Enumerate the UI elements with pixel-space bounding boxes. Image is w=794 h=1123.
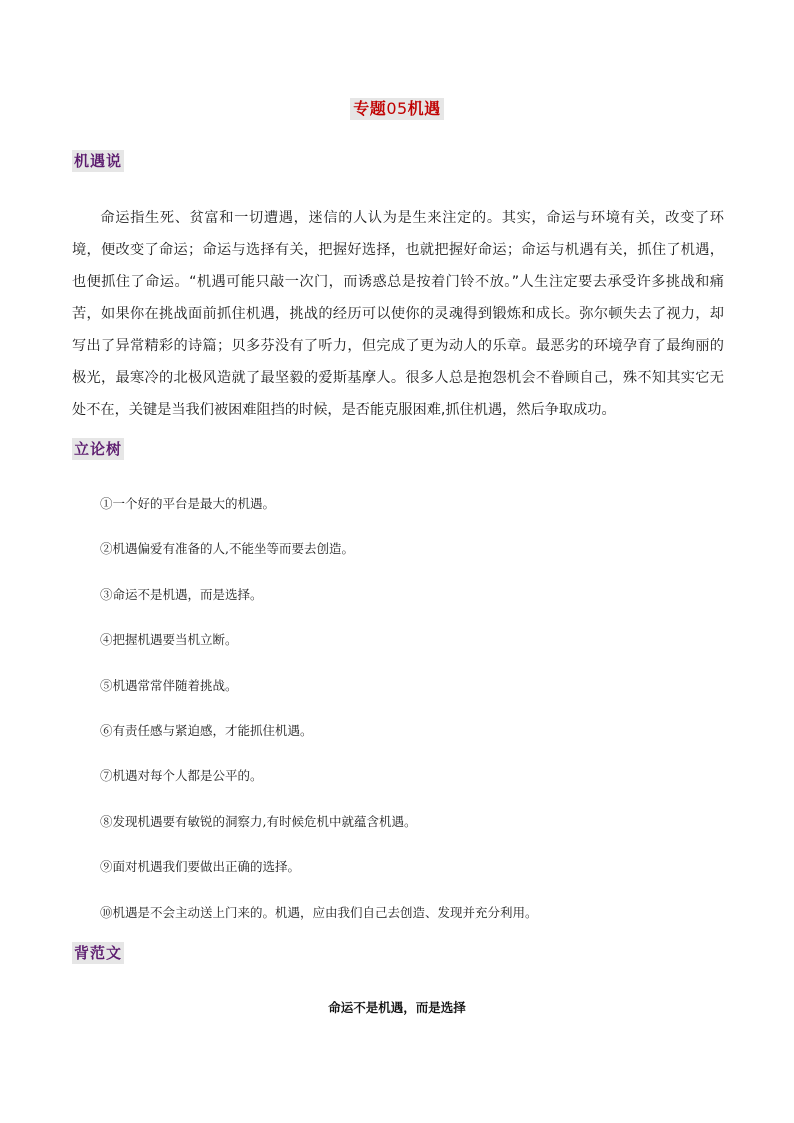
section-heading-beifanwen: 背范文 <box>74 944 123 962</box>
section-heading-jiyushuo: 机遇说 <box>74 152 123 170</box>
list-item: ⑥有责任感与紧迫感，才能抓住机遇。 <box>100 722 313 738</box>
argument-list <box>100 492 700 946</box>
list-item: ⑦机遇对每个人都是公平的。 <box>100 768 263 784</box>
essay-title: 命运不是机遇，而是选择 <box>328 1000 466 1015</box>
list-item: ⑩机遇是不会主动送上门来的。机遇，应由我们自己去创造、发现并充分利用。 <box>100 904 538 920</box>
title-number: 05 <box>386 99 408 118</box>
section-heading-lilunshu: 立论树 <box>74 440 123 458</box>
list-item: ⑧发现机遇要有敏锐的洞察力,有时候危机中就蕴含机遇。 <box>100 813 417 829</box>
document-title <box>350 98 443 120</box>
list-item: ③命运不是机遇，而是选择。 <box>100 586 263 602</box>
list-item: ①一个好的平台是最大的机遇。 <box>100 496 276 511</box>
document-title-wrap <box>0 98 794 120</box>
list-item: ⑤机遇常常伴随着挑战。 <box>100 677 238 693</box>
list-item: ②机遇偏爱有准备的人,不能坐等而要去创造。 <box>100 541 354 557</box>
intro-paragraph: 命运指生死、贫富和一切遭遇，迷信的人认为是生来注定的。其实，命运与环境有关，改变了环境，便改变了命运；命运与选择有关，把握好选择，也就把握好命运；命运与机遇有关，抓住了机遇，也便抓住了命运。“机遇可能只敲一次门，而诱惑总是按着门铃不放。”人生注定要去承受许多挑战和痛苦，如果你在挑战面前抓住机遇，挑战的经历可以使你的灵魂得到锻炼和成长。弥尔顿失去了视力，却写出了异常精彩的诗篇；贝多芬没有了听力，但完成了更为动人的乐章。最恶劣的环境孕育了最绚丽的极光，最寒冷的北极风造就了最坚毅的爱斯基摩人。很多人总是抱怨机会不眷顾自己，殊不知其实它无处不在，关键是当我们被困难阻挡的时候，是否能克服困难,抓住机遇，然后争取成功。 <box>72 210 724 418</box>
list-item: ⑨面对机遇我们要做出正确的选择。 <box>100 859 301 875</box>
list-item: ④把握机遇要当机立断。 <box>100 632 238 648</box>
title-topic: 机遇 <box>407 99 441 118</box>
title-prefix: 专题 <box>353 99 387 118</box>
